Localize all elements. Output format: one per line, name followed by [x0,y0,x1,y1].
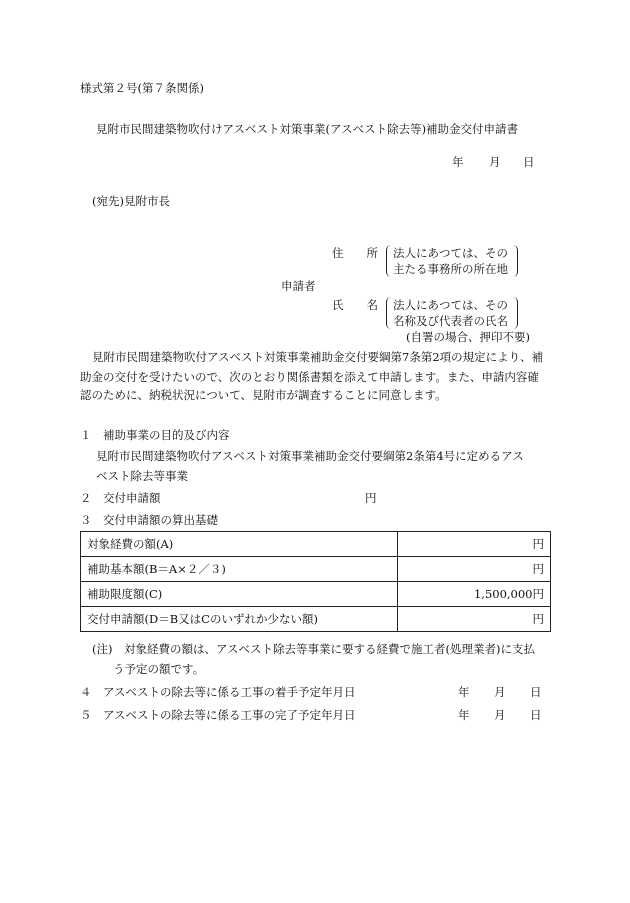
address-bracket-left [386,245,392,277]
name-bracket-right [512,297,518,329]
item-4-label: ４ アスベストの除去等に係る工事の着手予定年月日 [80,685,356,699]
table-cell-label: 交付申請額(D＝B又はCのいずれか少ない額) [81,607,398,632]
address-bracket-right [512,245,518,277]
signature-note: (自署の場合、押印不要) [406,330,530,344]
table-cell-label: 対象経費の額(A) [81,532,398,557]
name-label: 氏 名 [332,298,378,312]
address-note-1: 法人にあつては、その [393,246,508,260]
date-year: 年 [452,155,464,169]
item-4-day: 日 [530,685,542,699]
name-note-1: 法人にあつては、その [393,298,508,312]
item-4-year: 年 [458,685,470,699]
date-month: 月 [489,155,501,169]
date-day: 日 [523,155,535,169]
note-line-2: う予定の額です。 [113,662,205,676]
addressee: (宛先)見附市長 [92,194,170,208]
item-5-month: 月 [494,708,506,722]
form-number: 様式第２号(第７条関係) [80,81,204,95]
item-1-label: １ 補助事業の目的及び内容 [80,428,230,442]
item-5-day: 日 [530,708,542,722]
table-cell-value: 円 [398,607,551,632]
table-cell-label: 補助限度額(C) [81,582,398,607]
applicant-label: 申請者 [281,279,316,293]
table-row [81,582,551,607]
item-2-unit: 円 [365,491,377,505]
item-2-label: ２ 交付申請額 [80,491,161,505]
table-row [81,607,551,632]
name-bracket-left [386,297,392,329]
table-cell-value: 1,500,000円 [398,582,551,607]
table-cell-label: 補助基本額(B＝A×２／３) [81,557,398,582]
item-5-label: ５ アスベストの除去等に係る工事の完了予定年月日 [80,708,356,722]
body-line-2: 助金の交付を受けたいので、次のとおり関係書類を添えて申請します。また、申請内容確 [80,370,539,384]
item-3-label: ３ 交付申請額の算出基礎 [80,513,218,527]
table-cell-value: 円 [398,557,551,582]
body-line-3: 認のために、納税状況について、見附市が調査することに同意します。 [80,388,447,402]
page-title: 見附市民間建築物吹付けアスベスト対策事業(アスベスト除去等)補助金交付申請書 [96,122,519,136]
note-line-1: (注) 対象経費の額は、アスベスト除去等事業に要する経費で施工者(処理業者)に支払 [92,642,535,656]
address-note-2: 主たる事務所の所在地 [393,262,508,276]
table-row [81,557,551,582]
name-note-2: 名称及び代表者の氏名 [393,314,508,328]
body-line-1: 見附市民間建築物吹付アスベスト対策事業補助金交付要綱第7条第2項の規定により、補 [92,350,544,364]
calculation-table [80,531,551,632]
item-5-year: 年 [458,708,470,722]
table-cell-value: 円 [398,532,551,557]
item-1-text-1: 見附市民間建築物吹付アスベスト対策事業補助金交付要綱第2条第4号に定めるアス [96,449,524,463]
item-1-text-2: ベスト除去等事業 [96,469,188,483]
item-4-month: 月 [494,685,506,699]
table-row [81,532,551,557]
address-label: 住 所 [332,246,378,260]
